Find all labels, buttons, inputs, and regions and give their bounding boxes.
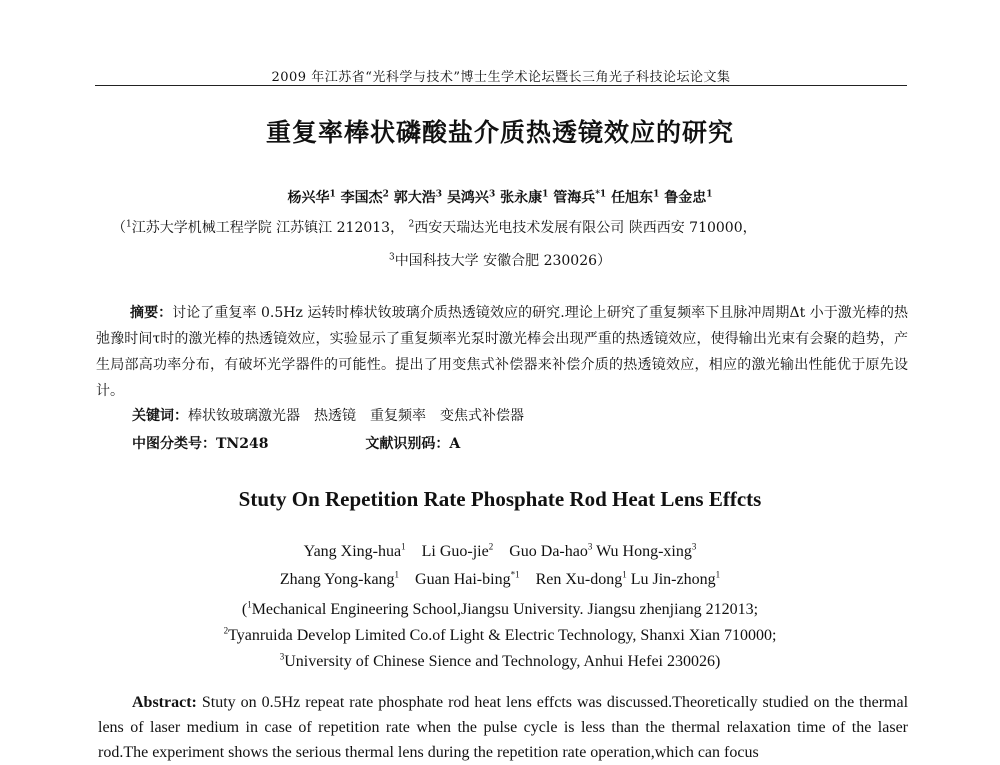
author-en: Guo Da-hao — [509, 543, 588, 560]
author-sup: 1 — [622, 569, 627, 580]
affiliation-english-1 — [0, 601, 1000, 619]
abstract-chinese — [96, 300, 908, 404]
author-sup: 1 — [394, 569, 400, 580]
author-cn: 吴鸿兴 — [446, 190, 489, 206]
affiliation-english-3 — [0, 653, 1000, 671]
title-chinese: 重复率棒状磷酸盐介质热透镜效应的研究 — [265, 118, 734, 147]
author-en: Yang Xing-hua — [303, 543, 402, 560]
author-cn: 鲁金忠 — [664, 190, 707, 206]
aff-sup: 1 — [126, 219, 132, 230]
author-sup: 2 — [488, 541, 494, 552]
author-sup: 1 — [401, 541, 406, 552]
aff-cn-3-text: 中国科技大学 安徽合肥 230026） — [394, 253, 612, 269]
author-en: Lu Jin-zhong — [630, 571, 716, 588]
author-en: Guan Hai-bing — [415, 571, 511, 588]
abstract-en-label: Abstract: — [132, 694, 197, 711]
aff-open-paren: （ — [112, 220, 126, 236]
aff-sup: 2 — [223, 625, 229, 636]
authors-english-line2 — [0, 571, 1000, 589]
author-cn: 任旭东 — [611, 190, 654, 206]
classification-value: TN248 — [216, 436, 269, 452]
document-code-label: 文献识别码： — [365, 436, 450, 452]
keywords-text: 棒状钕玻璃激光器 热透镜 重复频率 变焦式补偿器 — [188, 408, 524, 424]
author-cn: 张永康 — [500, 190, 543, 206]
aff-en-2-text: Tyanruida Develop Limited Co.of Light & Electric Technology, Shanxi Xian 710000; — [228, 627, 777, 644]
author-en: Li Guo-jie — [421, 543, 489, 560]
aff-sup: 2 — [408, 219, 415, 230]
author-sup: 1 — [706, 189, 713, 200]
aff-en-3-text: University of Chinese Sience and Technology, Anhui Hefei 230026) — [284, 653, 721, 670]
author-sup: 3 — [435, 189, 443, 200]
author-sup: 3 — [488, 189, 496, 200]
author-en: Zhang Yong-kang — [279, 571, 395, 588]
aff-cn-1-text: 江苏大学机械工程学院 江苏镇江 212013， — [131, 220, 405, 236]
abstract-cn-label: 摘要： — [130, 305, 173, 321]
authors-chinese — [0, 187, 1000, 207]
aff-en-1-text: Mechanical Engineering School,Jiangsu University. Jiangsu zhenjiang 212013; — [251, 601, 759, 618]
aff-sup: 3 — [388, 252, 395, 263]
keywords-chinese — [132, 405, 902, 425]
title-english: Stuty On Repetition Rate Phosphate Rod Heat Lens Effcts — [238, 487, 762, 511]
author-sup: 3 — [691, 541, 697, 552]
author-sup: 3 — [587, 541, 593, 552]
aff-sup: 1 — [247, 599, 252, 610]
author-cn: 郭大浩 — [393, 190, 436, 206]
author-sup: *1 — [595, 189, 607, 200]
author-sup: 1 — [715, 569, 721, 580]
abstract-en-text: Stuty on 0.5Hz repeat rate phosphate rod heat lens effcts was discussed.Theoretically studied on the thermal lens of laser medium in case of repetition rate when the pulse cycle is less than the thermal relaxation time of the laser rod.The experiment shows the serious thermal lens during the repetition rate operation,which can focus — [98, 694, 909, 761]
author-sup: *1 — [510, 569, 520, 580]
running-header: 2009 年江苏省“光科学与技术”博士生学术论坛暨长三角光子科技论坛论文集 — [271, 70, 731, 85]
affiliations-chinese-line2 — [0, 250, 1000, 270]
author-sup: 1 — [329, 189, 336, 200]
header-rule — [95, 85, 907, 86]
affiliation-english-2 — [0, 627, 1000, 645]
classification-line — [132, 433, 902, 453]
author-sup: 1 — [542, 189, 549, 200]
aff-en-open-paren: ( — [241, 601, 248, 618]
abstract-english — [98, 690, 908, 765]
abstract-cn-text: 讨论了重复率 0.5Hz 运转时棒状钕玻璃介质热透镜效应的研究.理论上研究了重复频率下且脉冲周期Δt 小于激光棒的热弛豫时间τ时的激光棒的热透镜效应，实验显示了重复频率光泵时激光棒会出现严重的热透镜效应，使得输出光束有会聚的趋势，产生局部高功率分布，有破坏光学器件的可能性。提出了用变焦式补偿器来补偿介质的热透镜效应，相应的激光输出性能优于原先设计。 — [96, 305, 909, 399]
keywords-label: 关键词： — [132, 408, 188, 424]
author-cn: 管海兵 — [553, 190, 596, 206]
affiliations-chinese-line1 — [112, 217, 902, 237]
aff-cn-2-text: 西安天瑞达光电技术发展有限公司 陕西西安 710000， — [414, 220, 757, 236]
author-en: Ren Xu-dong — [535, 571, 623, 588]
author-cn: 李国杰 — [340, 190, 383, 206]
classification-label: 中图分类号： — [132, 436, 216, 452]
document-code-value: A — [449, 436, 461, 452]
aff-sup: 3 — [279, 651, 285, 662]
author-sup: 2 — [382, 189, 389, 200]
author-sup: 1 — [653, 189, 660, 200]
authors-english-line1 — [0, 543, 1000, 561]
author-en: Wu Hong-xing — [596, 543, 692, 560]
author-cn: 杨兴华 — [287, 190, 330, 206]
